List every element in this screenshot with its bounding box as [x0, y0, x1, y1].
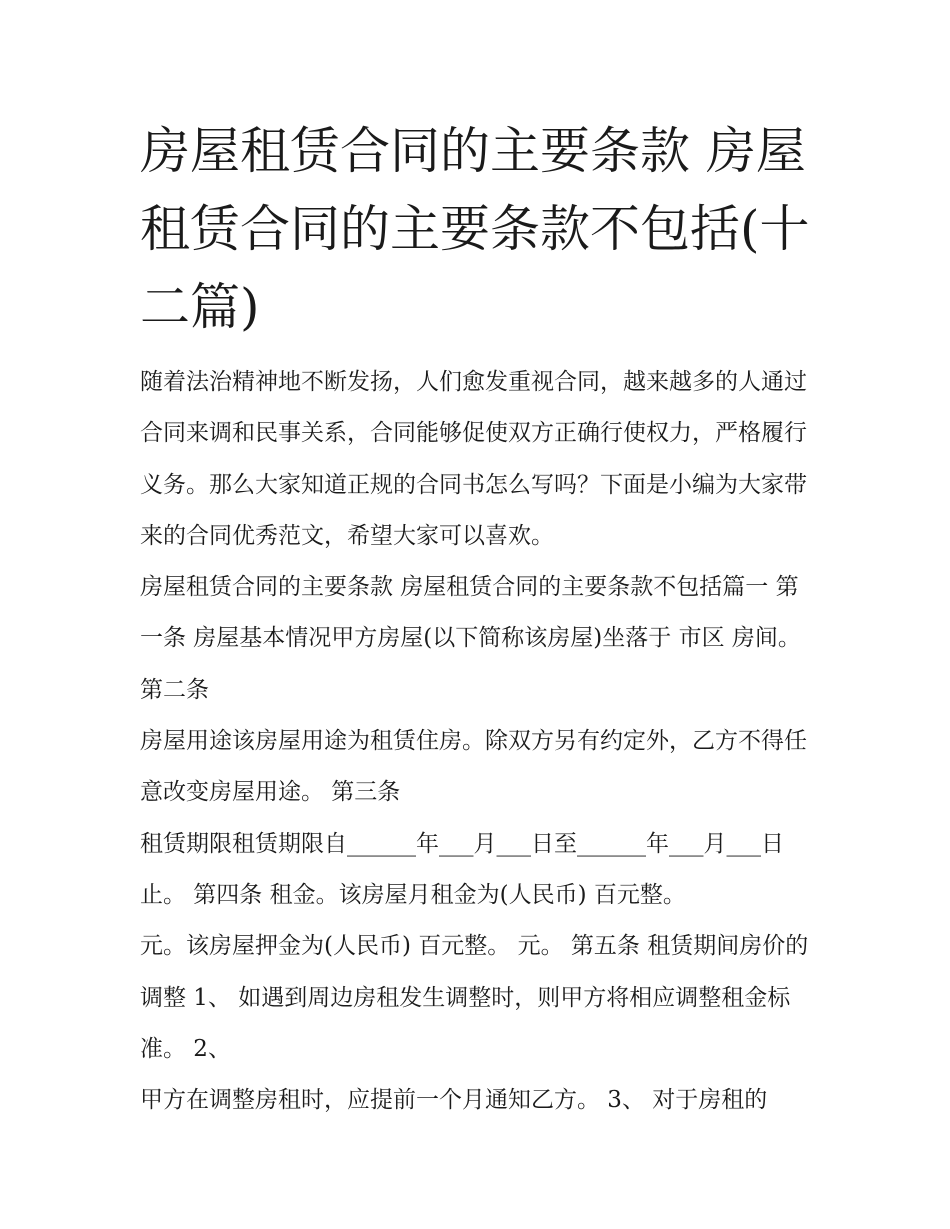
paragraph-article-3: 租赁期限租赁期限自______年___月___日至______年___月___日止。 第四条 租金。该房屋月租金为(人民币) 百元整。 [140, 830, 784, 908]
paragraph-article-5: 元。该房屋押金为(人民币) 百元整。 元。 第五条 租赁期间房价的调整 1、 如遇到周边房租发生调整时，则甲方将相应调整租金标准。 2、 [140, 933, 809, 1062]
document-title: 房屋租赁合同的主要条款 房屋租赁合同的主要条款不包括(十二篇) [140, 122, 810, 336]
paragraph-article-5-cont: 甲方在调整房租时，应提前一个月通知乙方。 3、 对于房租的 [140, 1087, 768, 1114]
paragraph-article-2: 房屋用途该房屋用途为租赁住房。除双方另有约定外，乙方不得任意改变房屋用途。 第三条 [140, 728, 807, 806]
paragraph-article-1: 房屋租赁合同的主要条款 房屋租赁合同的主要条款不包括篇一 第一条 房屋基本情况甲方房屋(以下简称该房屋)坐落于 市区 房间。 第二条 [140, 574, 809, 703]
paragraph-intro: 随着法治精神地不断发扬，人们愈发重视合同，越来越多的人通过合同来调和民事关系，合同能够促使双方正确行使权力，严格履行义务。那么大家知道正规的合同书怎么写吗？下面是小编为大家带来的合同优秀范文，希望大家可以喜欢。 [140, 369, 807, 549]
document-body [140, 357, 820, 1126]
